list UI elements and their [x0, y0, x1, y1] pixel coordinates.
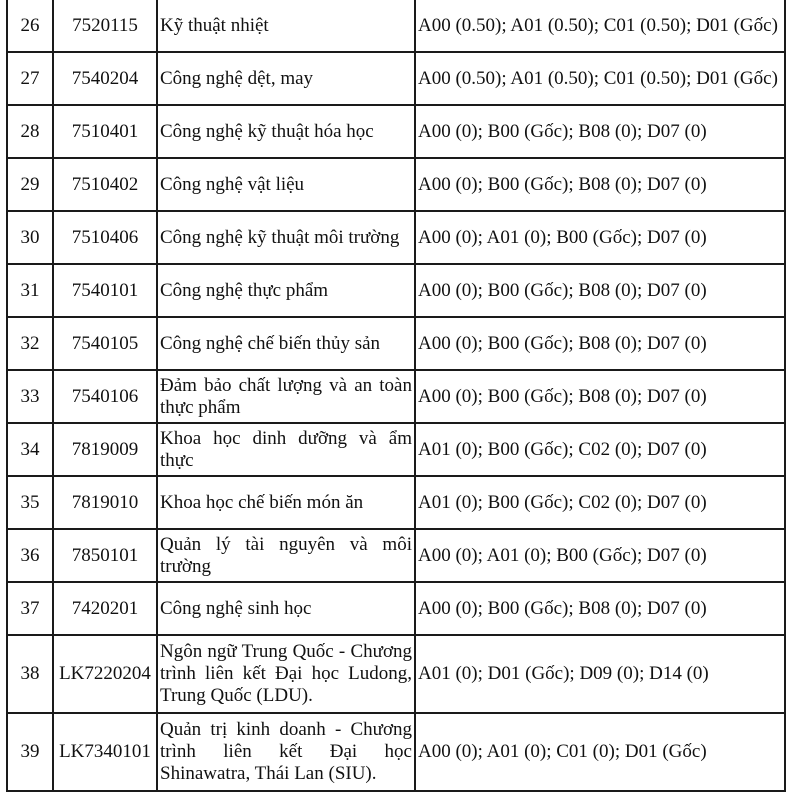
subject-combinations: A00 (0); B00 (Gốc); B08 (0); D07 (0)	[415, 317, 785, 370]
major-name: Khoa học chế biến món ăn	[157, 476, 415, 529]
major-code: 7510402	[53, 158, 157, 211]
table-row	[7, 713, 785, 791]
subject-combinations: A00 (0); A01 (0); B00 (Gốc); D07 (0)	[415, 211, 785, 264]
major-code: LK7220204	[53, 635, 157, 713]
major-name: Công nghệ vật liệu	[157, 158, 415, 211]
major-code: 7819010	[53, 476, 157, 529]
major-code: 7510406	[53, 211, 157, 264]
row-number: 28	[7, 105, 53, 158]
row-number: 26	[7, 0, 53, 52]
row-number: 35	[7, 476, 53, 529]
major-name: Khoa học dinh dưỡng và ẩm thực	[157, 423, 415, 476]
majors-table	[6, 0, 786, 792]
row-number: 39	[7, 713, 53, 791]
subject-combinations: A01 (0); D01 (Gốc); D09 (0); D14 (0)	[415, 635, 785, 713]
major-name: Công nghệ kỹ thuật hóa học	[157, 105, 415, 158]
table-row	[7, 211, 785, 264]
major-code: 7540106	[53, 370, 157, 423]
table-row	[7, 635, 785, 713]
row-number: 36	[7, 529, 53, 582]
row-number: 30	[7, 211, 53, 264]
subject-combinations: A00 (0); A01 (0); C01 (0); D01 (Gốc)	[415, 713, 785, 791]
row-number: 33	[7, 370, 53, 423]
table-row	[7, 317, 785, 370]
table-row	[7, 158, 785, 211]
major-name: Quản trị kinh doanh - Chương trình liên kết Đại học Shinawatra, Thái Lan (SIU).	[157, 713, 415, 791]
table-row	[7, 370, 785, 423]
subject-combinations: A00 (0); B00 (Gốc); B08 (0); D07 (0)	[415, 105, 785, 158]
subject-combinations: A00 (0); B00 (Gốc); B08 (0); D07 (0)	[415, 370, 785, 423]
major-name: Kỹ thuật nhiệt	[157, 0, 415, 52]
major-name: Quản lý tài nguyên và môi trường	[157, 529, 415, 582]
table-row	[7, 476, 785, 529]
major-code: 7420201	[53, 582, 157, 635]
subject-combinations: A00 (0); A01 (0); B00 (Gốc); D07 (0)	[415, 529, 785, 582]
major-name: Công nghệ dệt, may	[157, 52, 415, 105]
major-name: Công nghệ sinh học	[157, 582, 415, 635]
major-code: 7540204	[53, 52, 157, 105]
major-name: Ngôn ngữ Trung Quốc - Chương trình liên kết Đại học Ludong, Trung Quốc (LDU).	[157, 635, 415, 713]
row-number: 38	[7, 635, 53, 713]
major-name: Đảm bảo chất lượng và an toàn thực phẩm	[157, 370, 415, 423]
row-number: 34	[7, 423, 53, 476]
major-code: 7850101	[53, 529, 157, 582]
table-row	[7, 423, 785, 476]
subject-combinations: A01 (0); B00 (Gốc); C02 (0); D07 (0)	[415, 423, 785, 476]
major-code: 7540101	[53, 264, 157, 317]
row-number: 31	[7, 264, 53, 317]
major-name: Công nghệ chế biến thủy sản	[157, 317, 415, 370]
table-row	[7, 52, 785, 105]
table-row	[7, 582, 785, 635]
row-number: 32	[7, 317, 53, 370]
major-code: LK7340101	[53, 713, 157, 791]
major-code: 7520115	[53, 0, 157, 52]
table-row	[7, 105, 785, 158]
table-row	[7, 529, 785, 582]
row-number: 37	[7, 582, 53, 635]
row-number: 27	[7, 52, 53, 105]
table-row	[7, 0, 785, 52]
row-number: 29	[7, 158, 53, 211]
major-code: 7819009	[53, 423, 157, 476]
major-name: Công nghệ thực phẩm	[157, 264, 415, 317]
subject-combinations: A00 (0); B00 (Gốc); B08 (0); D07 (0)	[415, 582, 785, 635]
table-row	[7, 264, 785, 317]
major-code: 7510401	[53, 105, 157, 158]
subject-combinations: A00 (0.50); A01 (0.50); C01 (0.50); D01 (Gốc)	[415, 0, 785, 52]
subject-combinations: A00 (0); B00 (Gốc); B08 (0); D07 (0)	[415, 158, 785, 211]
subject-combinations: A01 (0); B00 (Gốc); C02 (0); D07 (0)	[415, 476, 785, 529]
major-name: Công nghệ kỹ thuật môi trường	[157, 211, 415, 264]
subject-combinations: A00 (0); B00 (Gốc); B08 (0); D07 (0)	[415, 264, 785, 317]
major-code: 7540105	[53, 317, 157, 370]
subject-combinations: A00 (0.50); A01 (0.50); C01 (0.50); D01 (Gốc)	[415, 52, 785, 105]
